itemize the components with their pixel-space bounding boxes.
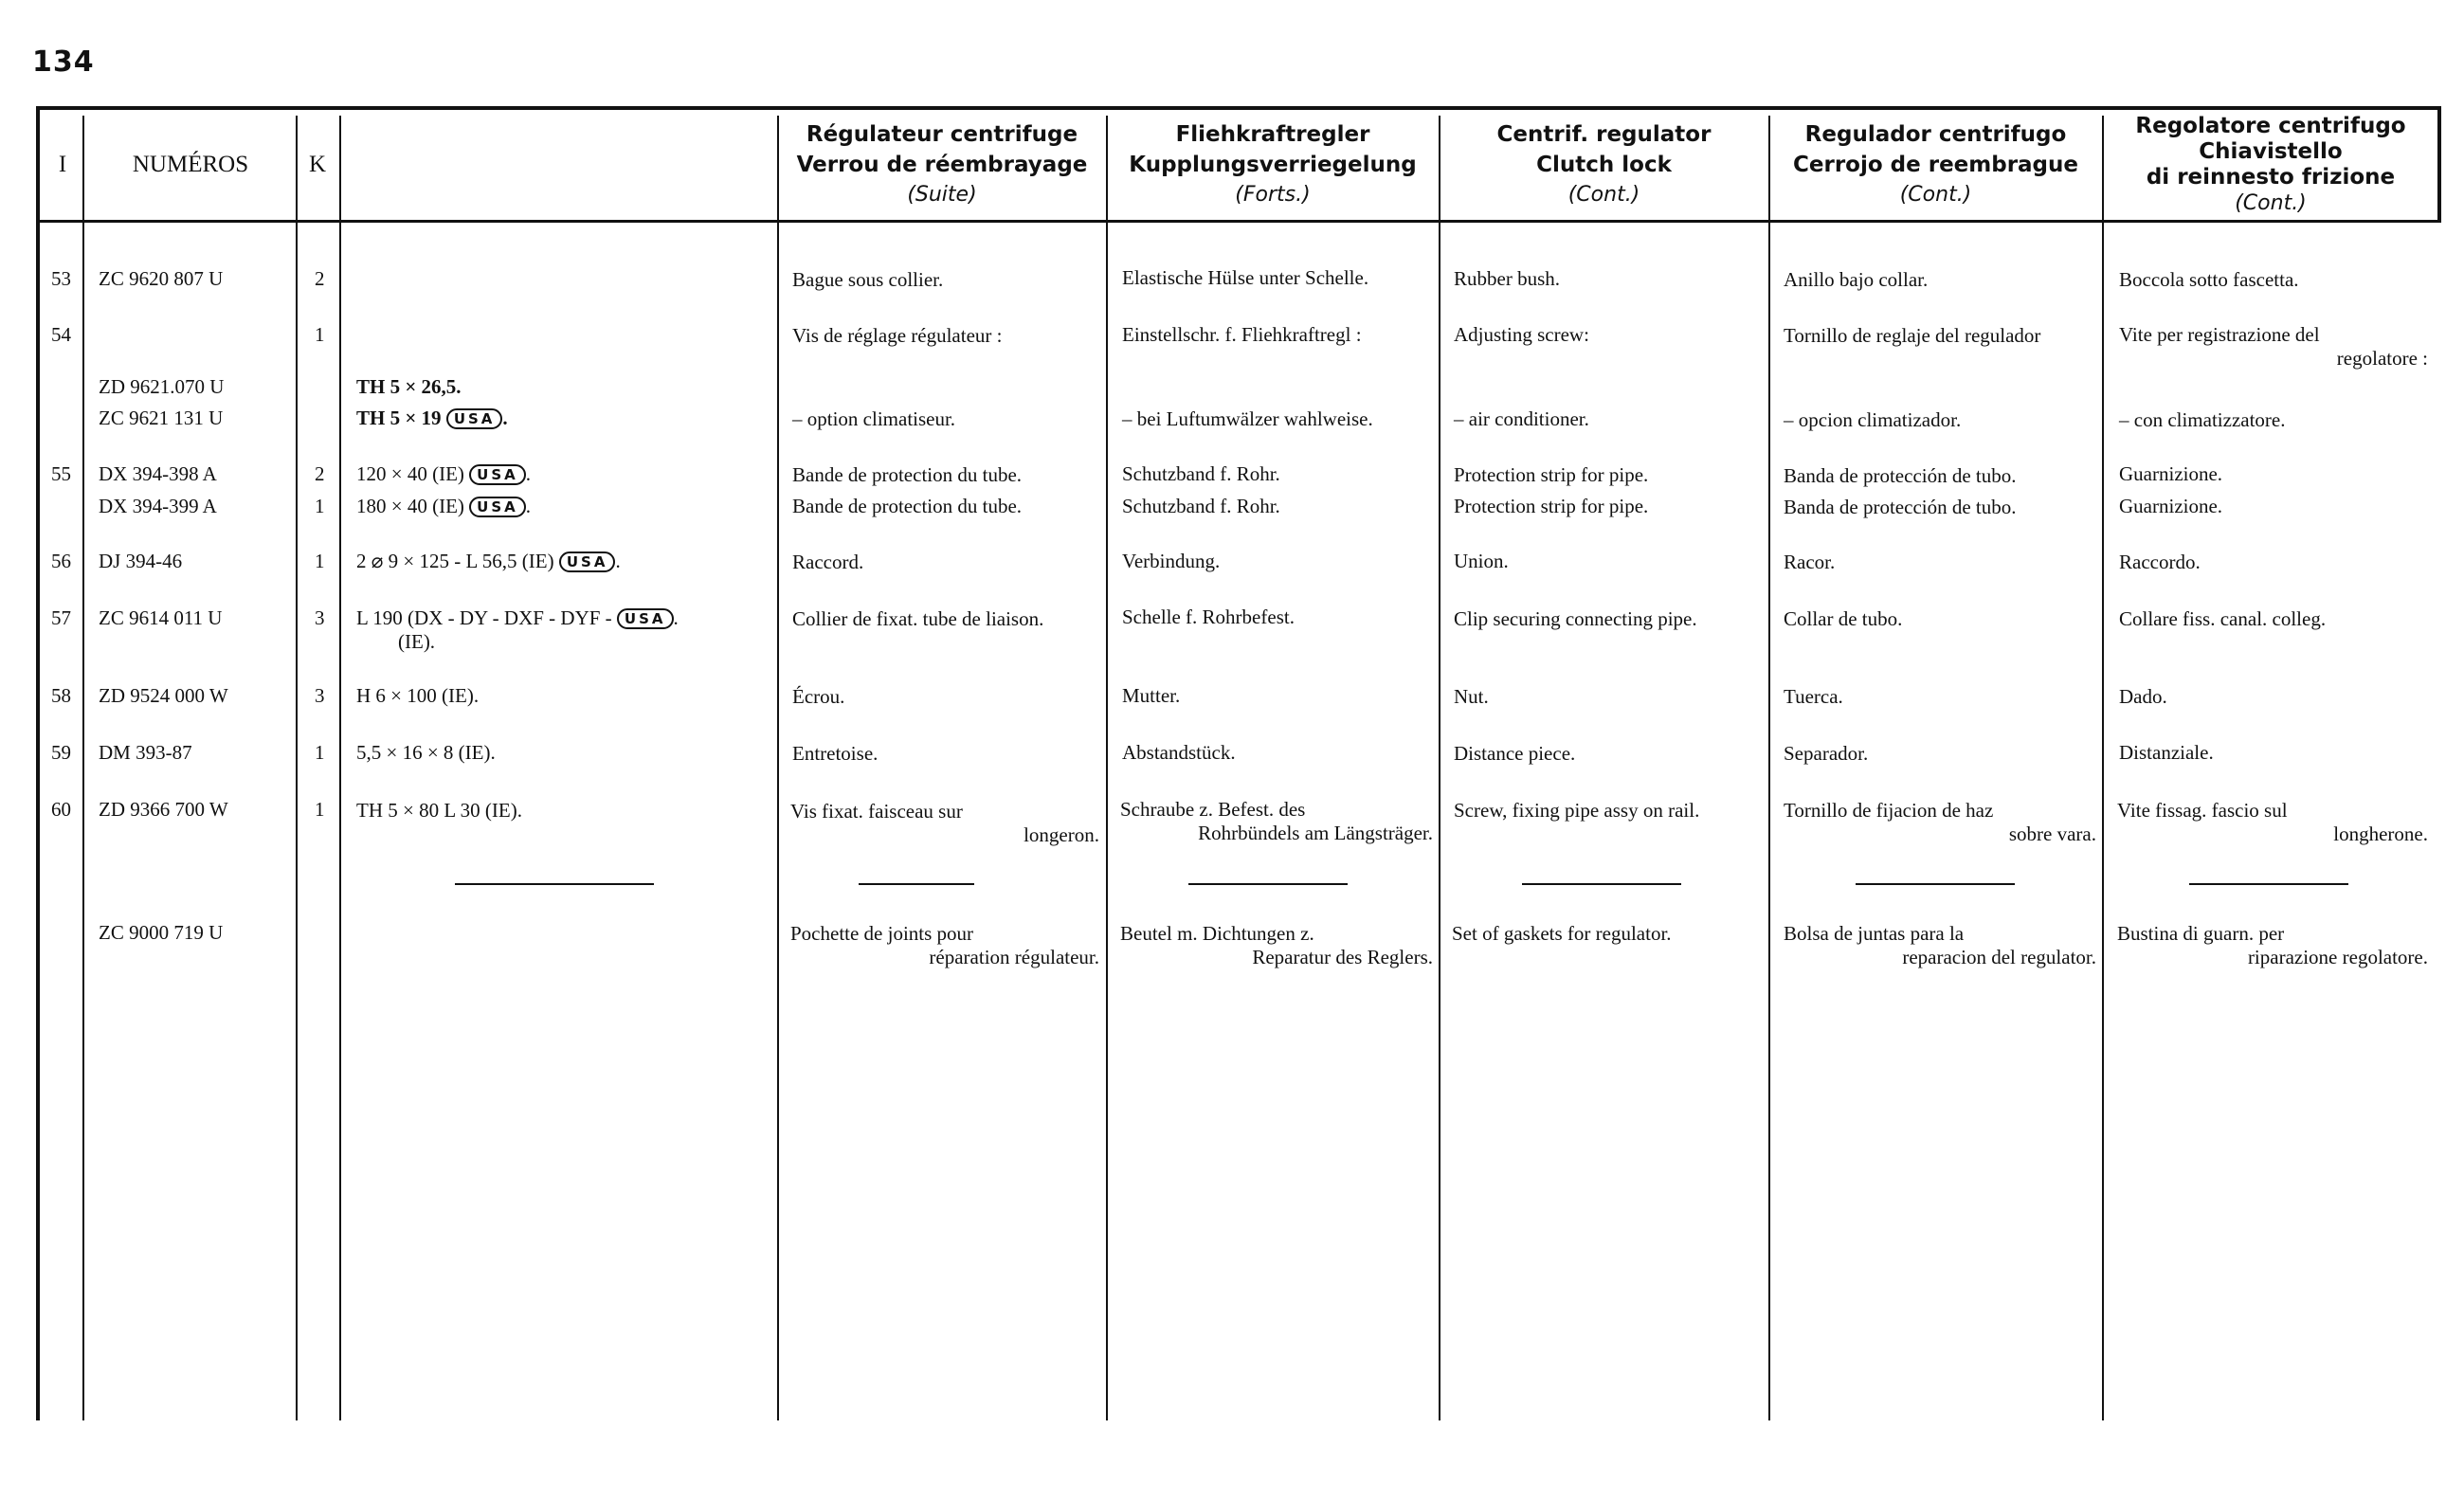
desc-italian: Raccordo. (2119, 551, 2201, 573)
part-number: ZC 9614 011 U (99, 606, 223, 629)
desc-italian-line1: Vite fissag. fascio sul (2117, 799, 2288, 822)
desc-spanish: – opcion climatizador. (1784, 408, 1962, 431)
section-separator (1856, 883, 2015, 885)
desc-french-line2: longeron. (1024, 823, 1099, 846)
row-index: 55 (51, 462, 71, 485)
column-divider-de (1439, 116, 1440, 1420)
desc-french: Raccord. (792, 551, 864, 573)
desc-spanish: Banda de protección de tubo. (1784, 496, 2017, 518)
desc-french: Collier de fixat. tube de liaison. (792, 607, 1044, 630)
column-divider-fr (1106, 116, 1108, 1420)
part-number: ZD 9366 700 W (99, 798, 228, 821)
header-french (779, 119, 1105, 210)
desc-italian: Distanziale. (2119, 741, 2214, 764)
part-number: ZC 9620 807 U (99, 267, 224, 290)
specification: TH 5 × 19 USA . (356, 407, 508, 429)
desc-french: Bague sous collier. (792, 268, 944, 291)
desc-spanish: Tornillo de reglaje del regulador (1784, 324, 2041, 347)
row-index: 59 (51, 741, 71, 764)
row-index: 60 (51, 798, 71, 821)
specification: 5,5 × 16 × 8 (IE). (356, 741, 496, 764)
specification-line2: (IE). (398, 630, 436, 653)
header-k: K (308, 152, 327, 177)
section-separator (2189, 883, 2348, 885)
header-german-title1: Fliehkraftregler (1175, 122, 1370, 147)
quantity: 1 (315, 323, 325, 346)
desc-italian (2117, 922, 2428, 969)
desc-german: Einstellschr. f. Fliehkraftregl : (1122, 323, 1362, 346)
desc-english: – air conditioner. (1454, 407, 1589, 430)
specification: 180 × 40 (IE) USA . (356, 495, 531, 517)
header-french-title1: Régulateur centrifuge (806, 122, 1078, 147)
quantity: 1 (315, 741, 325, 764)
header-italian-note: (Cont.) (2235, 191, 2307, 215)
desc-spanish-line1: Tornillo de fijacion de haz (1784, 799, 1994, 822)
desc-french: Entretoise. (792, 742, 879, 765)
header-english-note: (Cont.) (1567, 183, 1640, 207)
table-left-border (36, 106, 40, 1420)
desc-italian: Boccola sotto fascetta. (2119, 268, 2299, 291)
desc-german-line1: Schraube z. Befest. des (1120, 798, 1306, 821)
desc-german: Schelle f. Rohrbefest. (1122, 606, 1295, 628)
row-index: 57 (51, 606, 71, 629)
desc-italian-line2: riparazione regolatore. (2247, 946, 2428, 968)
header-spanish (1770, 119, 2101, 210)
desc-spanish: Racor. (1784, 551, 1836, 573)
desc-german: Schutzband f. Rohr. (1122, 495, 1280, 517)
desc-german-line2: Reparatur des Reglers. (1252, 946, 1433, 968)
part-number: ZD 9524 000 W (99, 684, 228, 707)
desc-french-line1: Vis fixat. faisceau sur (790, 800, 963, 823)
desc-english: Protection strip for pipe. (1454, 495, 1649, 517)
specification: 120 × 40 (IE) USA . (356, 462, 531, 485)
usa-mark: USA (446, 408, 503, 429)
desc-german (1120, 922, 1433, 969)
specification: TH 5 × 26,5. (356, 375, 462, 398)
header-separator (36, 220, 2441, 223)
desc-english: Protection strip for pipe. (1454, 463, 1649, 486)
desc-italian-line2: regolatore : (2336, 347, 2428, 370)
specification: H 6 × 100 (IE). (356, 684, 480, 707)
part-number: ZC 9621 131 U (99, 407, 224, 429)
desc-french (790, 800, 1099, 847)
quantity: 2 (315, 267, 325, 290)
quantity: 1 (315, 495, 325, 517)
desc-french: – option climatiseur. (792, 407, 956, 430)
usa-mark: USA (469, 497, 526, 517)
header-german-title2: Kupplungsverriegelung (1129, 153, 1417, 177)
quantity: 3 (315, 684, 325, 707)
desc-german: – bei Luftumwälzer wahlweise. (1122, 407, 1373, 430)
column-divider-i (82, 116, 84, 1420)
desc-english: Distance piece. (1454, 742, 1576, 765)
specification: L 190 (DX - DY - DXF - DYF - USA . (IE). (356, 606, 679, 653)
header-english-title2: Clutch lock (1536, 153, 1672, 177)
column-divider-desc (777, 116, 779, 1420)
header-english-title1: Centrif. regulator (1496, 122, 1712, 147)
desc-spanish-line1: Bolsa de juntas para la (1784, 922, 1965, 945)
specification-text: TH 5 × 19 (356, 407, 442, 429)
header-french-note: (Suite) (907, 183, 977, 207)
header-german (1108, 119, 1438, 210)
desc-italian (2117, 799, 2428, 846)
part-number: ZC 9000 719 U (99, 921, 224, 944)
desc-italian: – con climatizzatore. (2119, 408, 2286, 431)
table-top-border (36, 106, 2441, 110)
header-german-note: (Forts.) (1235, 183, 1311, 207)
desc-french-line2: réparation régulateur. (929, 946, 1099, 968)
specification-text: 180 × 40 (IE) (356, 495, 464, 517)
quantity: 2 (315, 462, 325, 485)
usa-mark: USA (617, 608, 674, 629)
header-spanish-title2: Cerrojo de reembrague (1793, 153, 2078, 177)
desc-italian: Guarnizione. (2119, 495, 2223, 517)
desc-italian (2119, 323, 2428, 371)
specification-text: 2 ⌀ 9 × 125 - L 56,5 (IE) (356, 550, 554, 572)
desc-spanish: Collar de tubo. (1784, 607, 1903, 630)
row-index: 54 (51, 323, 71, 346)
desc-spanish-line2: sobre vara. (2008, 823, 2096, 845)
header-english (1440, 119, 1767, 210)
desc-german-line2: Rohrbündels am Längsträger. (1198, 822, 1433, 844)
desc-french (790, 922, 1099, 969)
header-italian-title3: di reinnesto frizione (2146, 165, 2396, 190)
column-divider-numeros (296, 116, 298, 1420)
desc-german: Schutzband f. Rohr. (1122, 462, 1280, 485)
specification-line1: L 190 (DX - DY - DXF - DYF - (356, 606, 612, 629)
section-separator (455, 883, 654, 885)
column-divider-k (339, 116, 341, 1420)
table-right-border (2437, 106, 2441, 220)
desc-german (1120, 798, 1433, 845)
desc-italian: Dado. (2119, 685, 2167, 708)
desc-english: Union. (1454, 550, 1509, 572)
specification: TH 5 × 80 L 30 (IE). (356, 799, 522, 822)
header-french-title2: Verrou de réembrayage (796, 153, 1088, 177)
desc-french: Bande de protection du tube. (792, 495, 1023, 517)
desc-spanish (1784, 922, 2096, 969)
header-numeros: NUMÉROS (132, 152, 249, 177)
specification: 2 ⌀ 9 × 125 - L 56,5 (IE) USA . (356, 550, 621, 572)
part-number: DX 394-399 A (99, 495, 217, 517)
desc-french: Vis de réglage régulateur : (792, 324, 1003, 347)
desc-italian-line1: Vite per registrazione del (2119, 323, 2320, 346)
quantity: 3 (315, 606, 325, 629)
section-separator (1522, 883, 1681, 885)
desc-french-line1: Pochette de joints pour (790, 922, 974, 945)
header-i: I (58, 152, 67, 177)
desc-italian: Guarnizione. (2119, 462, 2223, 485)
desc-german-line1: Beutel m. Dichtungen z. (1120, 922, 1314, 945)
part-number: DX 394-398 A (99, 462, 217, 485)
desc-french: Bande de protection du tube. (792, 463, 1023, 486)
section-separator (1188, 883, 1348, 885)
desc-italian-line2: longherone. (2333, 823, 2428, 845)
desc-german: Elastische Hülse unter Schelle. (1122, 266, 1369, 289)
desc-english: Adjusting screw: (1454, 323, 1589, 346)
desc-english: Screw, fixing pipe assy on rail. (1454, 799, 1700, 822)
desc-german: Mutter. (1122, 684, 1181, 707)
quantity: 1 (315, 798, 325, 821)
column-divider-en (1768, 116, 1770, 1420)
header-spanish-note: (Cont.) (1899, 183, 1972, 207)
section-separator (859, 883, 974, 885)
header-italian-title1: Regolatore centrifugo (2135, 114, 2406, 138)
desc-spanish: Banda de protección de tubo. (1784, 464, 2017, 487)
header-italian-title2: Chiavistello (2199, 139, 2343, 164)
desc-spanish-line2: reparacion del regulator. (1902, 946, 2096, 968)
desc-english: Nut. (1454, 685, 1489, 708)
specification-text: 120 × 40 (IE) (356, 462, 464, 485)
desc-german: Abstandstück. (1122, 741, 1236, 764)
part-number: ZD 9621.070 U (99, 375, 225, 398)
part-number: DM 393-87 (99, 741, 192, 764)
quantity: 1 (315, 550, 325, 572)
desc-english: Set of gaskets for regulator. (1452, 922, 1672, 945)
row-index: 58 (51, 684, 71, 707)
desc-spanish: Tuerca. (1784, 685, 1843, 708)
desc-italian-line1: Bustina di guarn. per (2117, 922, 2285, 945)
row-index: 53 (51, 267, 71, 290)
column-divider-es (2102, 116, 2104, 1420)
desc-english: Clip securing connecting pipe. (1454, 607, 1697, 630)
usa-mark: USA (559, 552, 616, 572)
usa-mark: USA (469, 464, 526, 485)
desc-italian: Collare fiss. canal. colleg. (2119, 607, 2327, 630)
desc-english: Rubber bush. (1454, 267, 1560, 290)
desc-german: Verbindung. (1122, 550, 1221, 572)
row-index: 56 (51, 550, 71, 572)
desc-spanish (1784, 799, 2096, 846)
desc-spanish: Anillo bajo collar. (1784, 268, 1929, 291)
page-number: 134 (32, 45, 95, 79)
desc-french: Écrou. (792, 685, 845, 708)
desc-spanish: Separador. (1784, 742, 1869, 765)
header-italian (2104, 114, 2437, 216)
part-number: DJ 394-46 (99, 550, 183, 572)
header-spanish-title1: Regulador centrifugo (1804, 122, 2067, 147)
